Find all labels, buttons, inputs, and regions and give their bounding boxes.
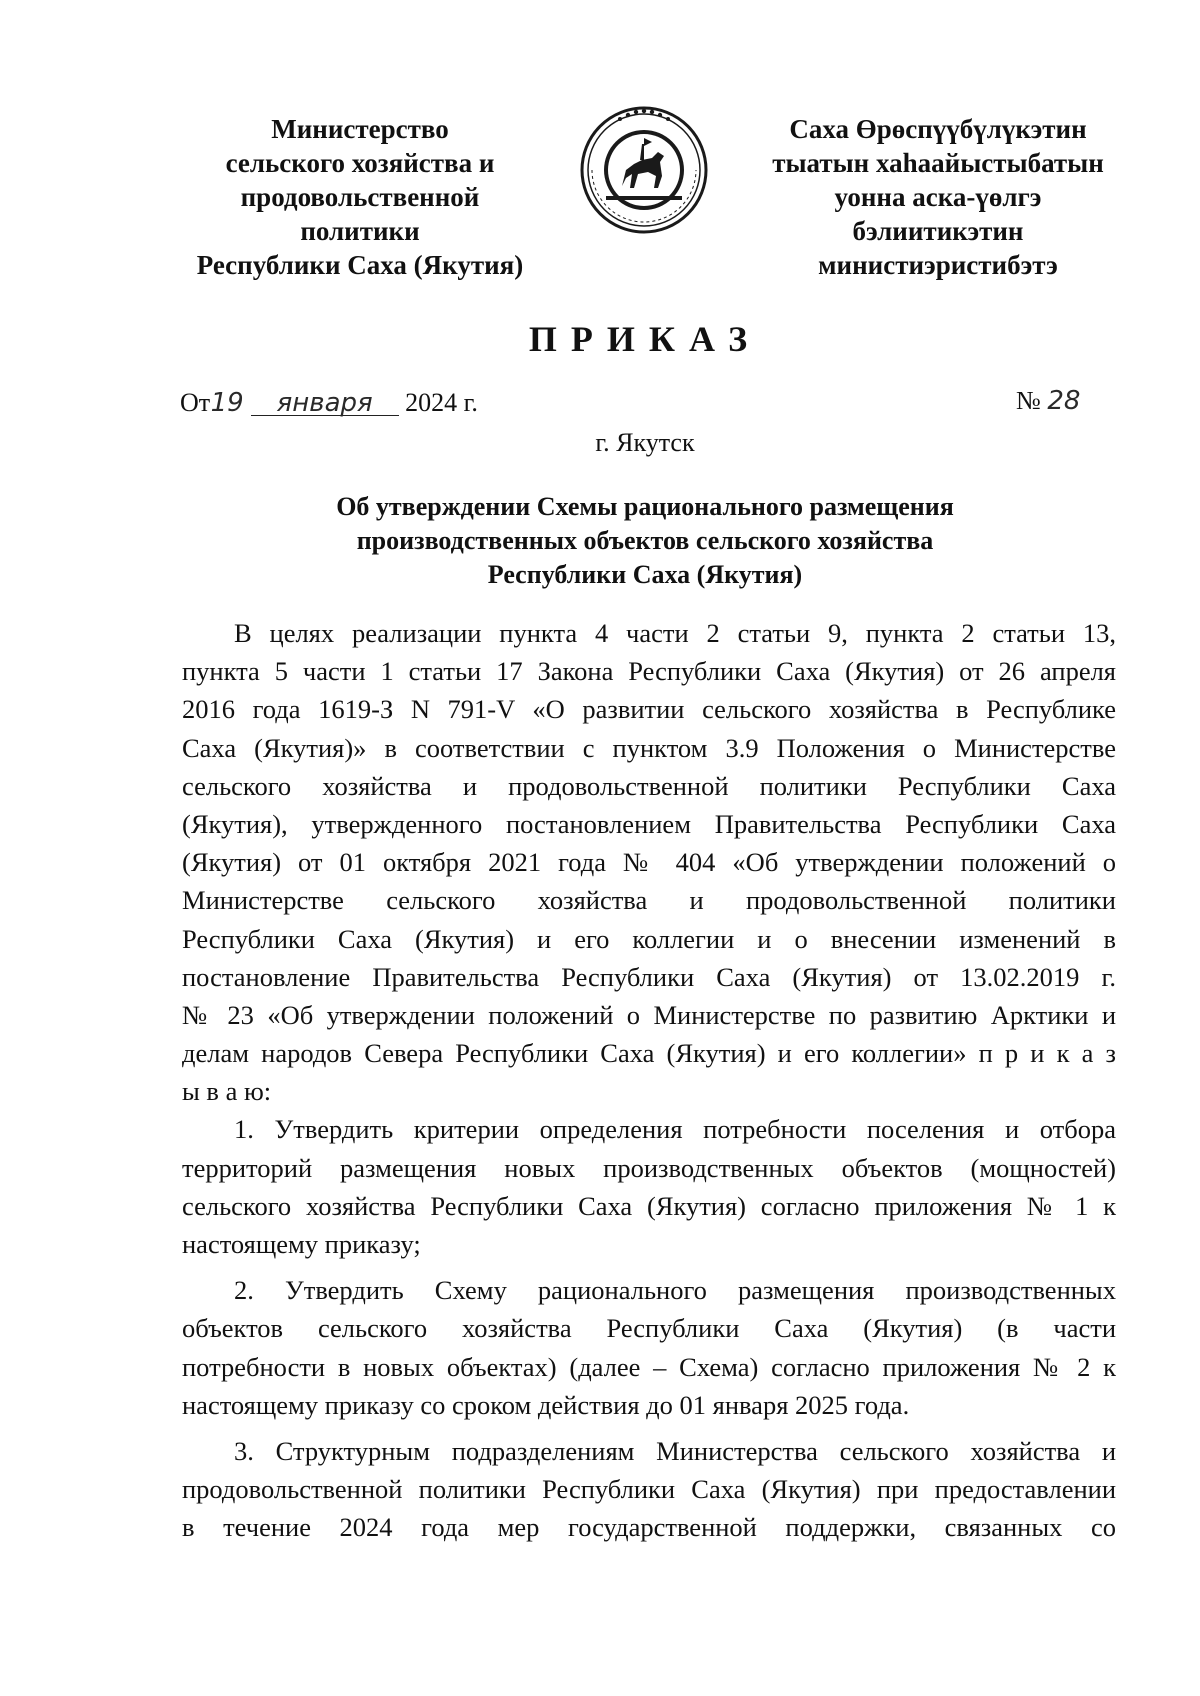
document-title: ПРИКАЗ [528, 319, 762, 359]
body-line: 3. Структурным подразделениям Министерства сельского хозяйства и [234, 1435, 1116, 1466]
number-value-handwritten: 28 [1047, 386, 1081, 416]
body-paragraph [182, 1271, 1116, 1424]
body-line: 2. Утвердить Схему рационального размещения производственных [234, 1275, 1116, 1306]
body-paragraph [182, 614, 1116, 1110]
ministry-name-sakha [738, 112, 1138, 282]
date-year: 2024 г. [405, 388, 478, 417]
body-line: сельского хозяйства и продовольственной политики Республики Саха [182, 770, 1116, 801]
body-line: Саха (Якутия)» в соответствии с пунктом 3.9 Положения о Министерстве [182, 732, 1116, 763]
header-right-line: тыатын хаһаайыстыбатын [772, 148, 1104, 178]
body-line: настоящему приказу со сроком действия до 01 января 2025 года. [182, 1389, 910, 1420]
header-left-line: продовольственной [240, 182, 480, 212]
body-line: в течение 2024 года мер государственной поддержки, связанных со [182, 1512, 1116, 1543]
number-label: № [1016, 386, 1041, 415]
body-line: территорий размещения новых производственных объектов (мощностей) [182, 1152, 1116, 1183]
header-right-line: Саха Өрөспүүбүлүкэтин [789, 114, 1087, 144]
body-paragraph [182, 1110, 1116, 1263]
body-line: потребности в новых объектах) (далее – Схема) согласно приложения № 2 к [182, 1351, 1116, 1382]
body-line: сельского хозяйства Республики Саха (Якутия) согласно приложения № 1 к [182, 1190, 1116, 1221]
header-right-line: бэлиитикэтин [852, 216, 1024, 246]
paragraph-gap [182, 1263, 1116, 1271]
body-line: настоящему приказу; [182, 1229, 421, 1259]
header-left-line: сельского хозяйства и [225, 148, 495, 178]
header-left-line: политики [300, 216, 420, 246]
order-date [180, 388, 478, 418]
paragraph-gap [182, 1424, 1116, 1432]
body-line: В целях реализации пункта 4 части 2 статьи 9, пункта 2 статьи 13, [234, 618, 1116, 648]
header-left-line: Министерство [271, 114, 449, 144]
date-prefix: От [180, 388, 211, 417]
body-line: (Якутия) от 01 октября 2021 года № 404 «Об утверждении положений о [182, 847, 1116, 878]
body-line: Республики Саха (Якутия) и его коллегии и о внесении изменений в [182, 923, 1116, 954]
body-line: пункта 5 части 1 статьи 17 Закона Республики Саха (Якутия) от 26 апреля [182, 656, 1116, 687]
body-line: ы в а ю: [182, 1076, 272, 1107]
body-line: объектов сельского хозяйства Республики Саха (Якутия) (в части [182, 1313, 1116, 1344]
body-line: делам народов Севера Республики Саха (Якутия) и его коллегии» п р и к а з [182, 1038, 1116, 1069]
body-line: № 23 «Об утверждении положений о Министерстве по развитию Арктики и [182, 999, 1116, 1030]
body-line: Министерстве сельского хозяйства и продовольственной политики [182, 885, 1116, 916]
order-subject [180, 490, 1110, 592]
subject-line: производственных объектов сельского хозяйства [356, 526, 934, 555]
header-right-line: министиэристибэтэ [818, 250, 1058, 280]
header-left-line: Республики Саха (Якутия) [196, 250, 524, 280]
subject-line: Об утверждении Схемы рационального размещения [336, 492, 954, 521]
body-line: 1. Утвердить критерии определения потребности поселения и отбора [234, 1114, 1116, 1145]
order-number [1016, 386, 1080, 416]
city: г. Якутск [595, 428, 695, 457]
order-body [182, 614, 1116, 1547]
header-right-line: уонна аска-үөлгэ [834, 182, 1042, 212]
date-day-handwritten: 19 [210, 388, 244, 418]
ministry-name-russian [140, 112, 580, 282]
body-line: продовольственной политики Республики Саха (Якутия) при предоставлении [182, 1474, 1116, 1505]
body-line: 2016 года 1619-З N 791-V «О развитии сельского хозяйства в Республике [182, 694, 1116, 725]
subject-line: Республики Саха (Якутия) [487, 560, 803, 589]
date-month-handwritten: января [251, 391, 399, 416]
republic-emblem-icon [578, 104, 710, 236]
body-line: постановление Правительства Республики Саха (Якутия) от 13.02.2019 г. [182, 961, 1116, 992]
body-line: (Якутия), утвержденного постановлением Правительства Республики Саха [182, 808, 1116, 839]
body-paragraph [182, 1432, 1116, 1547]
